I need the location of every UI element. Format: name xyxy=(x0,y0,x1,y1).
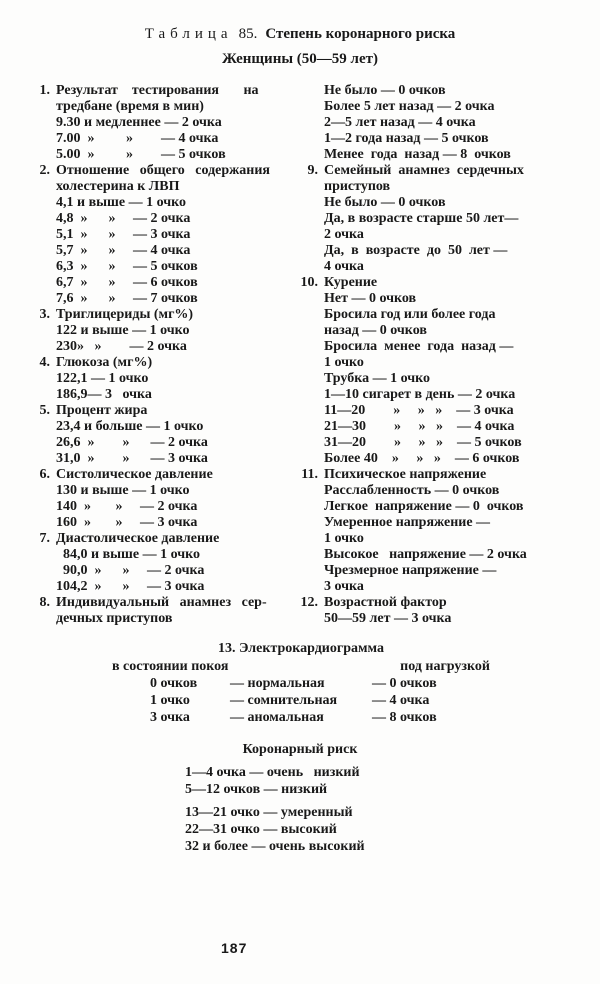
text-line: 104,2 » » — 3 очка xyxy=(56,579,205,594)
list-item-4 xyxy=(30,355,298,403)
risk-line: 22—31 очко — высокий xyxy=(185,822,337,837)
risk-line: 32 и более — очень высокий xyxy=(185,839,365,854)
text-line: 186,9— 3 очка xyxy=(56,387,152,402)
item-number: 7. xyxy=(39,531,50,546)
text-line: 4,1 и выше — 1 очко xyxy=(56,195,187,210)
list-item-1 xyxy=(30,83,298,163)
text-line: 31,0 » » — 3 очка xyxy=(56,451,208,466)
item-number: 3. xyxy=(39,307,50,322)
ecg-heading: 13. Электрокардиограмма xyxy=(217,641,384,656)
text-line: Процент жира xyxy=(56,403,148,418)
item-number: 6. xyxy=(39,467,50,482)
list-item-6 xyxy=(30,467,298,531)
text-line: Трубка — 1 очко xyxy=(324,371,430,386)
text-line: Чрезмерное напряжение — xyxy=(324,563,497,578)
text-line: Более 40 » » » — 6 очков xyxy=(324,451,520,466)
text-line: назад — 0 очков xyxy=(324,323,427,338)
text-line: 21—30 » » » — 4 очка xyxy=(324,419,515,434)
table-caption-number: 85. xyxy=(238,26,258,42)
table-title xyxy=(0,0,600,43)
list-item-3 xyxy=(30,307,298,355)
item-number: 4. xyxy=(39,355,50,370)
text-line: Результат тестирования на xyxy=(56,83,259,98)
text-line: холестерина к ЛВП xyxy=(56,179,180,194)
list-item-2 xyxy=(30,163,298,307)
list-item-12 xyxy=(298,595,590,627)
text-line: Не было — 0 очков xyxy=(324,195,446,210)
text-line: 5,1 » » — 3 очка xyxy=(56,227,191,242)
item-number: 9. xyxy=(307,163,318,178)
text-line: Семейный анамнез сердечных xyxy=(324,163,524,178)
text-line: 11—20 » » » — 3 очка xyxy=(324,403,514,418)
text-line: Глюкоза (мг%) xyxy=(56,355,153,370)
table-caption-word: Таблица xyxy=(144,26,233,42)
table-heading: Степень коронарного риска xyxy=(265,26,456,42)
text-line: 160 » » — 3 очка xyxy=(56,515,198,530)
list-item-11 xyxy=(298,467,590,595)
item-number: 1. xyxy=(39,83,50,98)
text-line: Легкое напряжение — 0 очков xyxy=(324,499,524,514)
text-line: Высокое напряжение — 2 очка xyxy=(324,547,527,562)
text-line: 140 » » — 2 очка xyxy=(56,499,198,514)
list-item xyxy=(298,83,590,163)
ecg-row xyxy=(112,675,490,692)
ecg-cell: — 0 очков xyxy=(372,676,437,691)
list-item-8 xyxy=(30,595,298,627)
text-line: 1 очко xyxy=(324,355,364,370)
list-item-7 xyxy=(30,531,298,595)
text-line: Менее года назад — 8 очков xyxy=(324,147,511,162)
left-column xyxy=(30,83,298,627)
text-line: 130 и выше — 1 очко xyxy=(56,483,190,498)
page-number: 187 xyxy=(221,940,248,956)
ecg-cell: — сомнительная xyxy=(230,693,338,708)
ecg-cell: 3 очка xyxy=(150,710,190,725)
ecg-cell: — 8 очков xyxy=(372,710,437,725)
risk-line: 13—21 очко — умеренный xyxy=(185,805,353,820)
text-line: дечных приступов xyxy=(56,611,173,626)
text-line: 31—20 » » » — 5 очков xyxy=(324,435,522,450)
text-line: Психическое напряжение xyxy=(324,467,487,482)
text-line: 1 очко xyxy=(324,531,364,546)
text-line: Индивидуальный анамнез сер- xyxy=(56,595,267,610)
text-line: приступов xyxy=(324,179,391,194)
table-subtitle: Женщины (50—59 лет) xyxy=(222,51,378,67)
text-line: 6,7 » » — 6 очков xyxy=(56,275,198,290)
item-number: 11. xyxy=(301,467,318,482)
coronary-risk-scale xyxy=(185,764,600,855)
ecg-section xyxy=(112,640,490,726)
item-number: 10. xyxy=(300,275,318,290)
item-number: 12. xyxy=(300,595,318,610)
text-line: Отношение общего содержания xyxy=(56,163,271,178)
text-line: 3 очка xyxy=(324,579,364,594)
text-line: Диастолическое давление xyxy=(56,531,220,546)
text-line: 230» » — 2 очка xyxy=(56,339,187,354)
ecg-row xyxy=(112,692,490,709)
text-line: Более 5 лет назад — 2 очка xyxy=(324,99,495,114)
text-line: тредбане (время в мин) xyxy=(56,99,204,114)
item-number: 2. xyxy=(39,163,50,178)
text-line: Бросила менее года назад — xyxy=(324,339,514,354)
text-line: Да, в возрасте до 50 лет — xyxy=(324,243,508,258)
list-item-5 xyxy=(30,403,298,467)
text-line: Курение xyxy=(324,275,378,290)
list-item-9 xyxy=(298,163,590,275)
text-line: 50—59 лет — 3 очка xyxy=(324,611,452,626)
right-column xyxy=(298,83,590,627)
ecg-cell: 0 очков xyxy=(150,676,198,691)
risk-line: 5—12 очков — низкий xyxy=(185,782,328,797)
item-number: 5. xyxy=(39,403,50,418)
text-line: 2—5 лет назад — 4 очка xyxy=(324,115,476,130)
text-line: 7,6 » » — 7 очков xyxy=(56,291,198,306)
ecg-rest-header: в состоянии покоя xyxy=(112,659,229,674)
coronary-risk-heading: Коронарный риск xyxy=(242,742,358,757)
text-line: 1—10 сигарет в день — 2 очка xyxy=(324,387,516,402)
text-line: 84,0 и выше — 1 очко xyxy=(56,547,201,562)
text-line: Возрастной фактор xyxy=(324,595,447,610)
ecg-rows xyxy=(112,675,490,726)
text-line: Умеренное напряжение — xyxy=(324,515,491,530)
text-line: 90,0 » » — 2 очка xyxy=(56,563,205,578)
text-line: 5,7 » » — 4 очка xyxy=(56,243,191,258)
text-line: 9.30 и медленнее — 2 очка xyxy=(56,115,222,130)
coronary-risk-section xyxy=(0,741,600,855)
text-line: Систолическое давление xyxy=(56,467,213,482)
item-number: 8. xyxy=(39,595,50,610)
text-line: 5.00 » » — 5 очков xyxy=(56,147,226,162)
risk-line: 1—4 очка — очень низкий xyxy=(185,765,360,780)
ecg-cell: 1 очко xyxy=(150,693,190,708)
text-line: Нет — 0 очков xyxy=(324,291,417,306)
text-line: 26,6 » » — 2 очка xyxy=(56,435,208,450)
ecg-cell: — 4 очка xyxy=(372,693,430,708)
list-item-10 xyxy=(298,275,590,467)
risk-group xyxy=(185,764,600,798)
ecg-cell: — нормальная xyxy=(230,676,325,691)
text-line: 23,4 и больше — 1 очко xyxy=(56,419,204,434)
text-line: 6,3 » » — 5 очков xyxy=(56,259,198,274)
text-line: Да, в возрасте старше 50 лет— xyxy=(324,211,519,226)
text-line: 122 и выше — 1 очко xyxy=(56,323,190,338)
text-line: 122,1 — 1 очко xyxy=(56,371,149,386)
text-line: 2 очка xyxy=(324,227,364,242)
text-line: Не было — 0 очков xyxy=(324,83,446,98)
ecg-cell: — аномальная xyxy=(230,710,324,725)
text-line: Расслабленность — 0 очков xyxy=(324,483,500,498)
text-line: Бросила год или более года xyxy=(324,307,496,322)
text-line: 7.00 » » — 4 очка xyxy=(56,131,219,146)
risk-group xyxy=(185,804,600,855)
ecg-row xyxy=(112,709,490,726)
two-column-body xyxy=(0,83,600,627)
ecg-load-header: под нагрузкой xyxy=(400,659,490,674)
text-line: Триглицериды (мг%) xyxy=(56,307,194,322)
text-line: 4,8 » » — 2 очка xyxy=(56,211,191,226)
text-line: 4 очка xyxy=(324,259,364,274)
text-line: 1—2 года назад — 5 очков xyxy=(324,131,489,146)
ecg-column-headers xyxy=(112,658,490,675)
